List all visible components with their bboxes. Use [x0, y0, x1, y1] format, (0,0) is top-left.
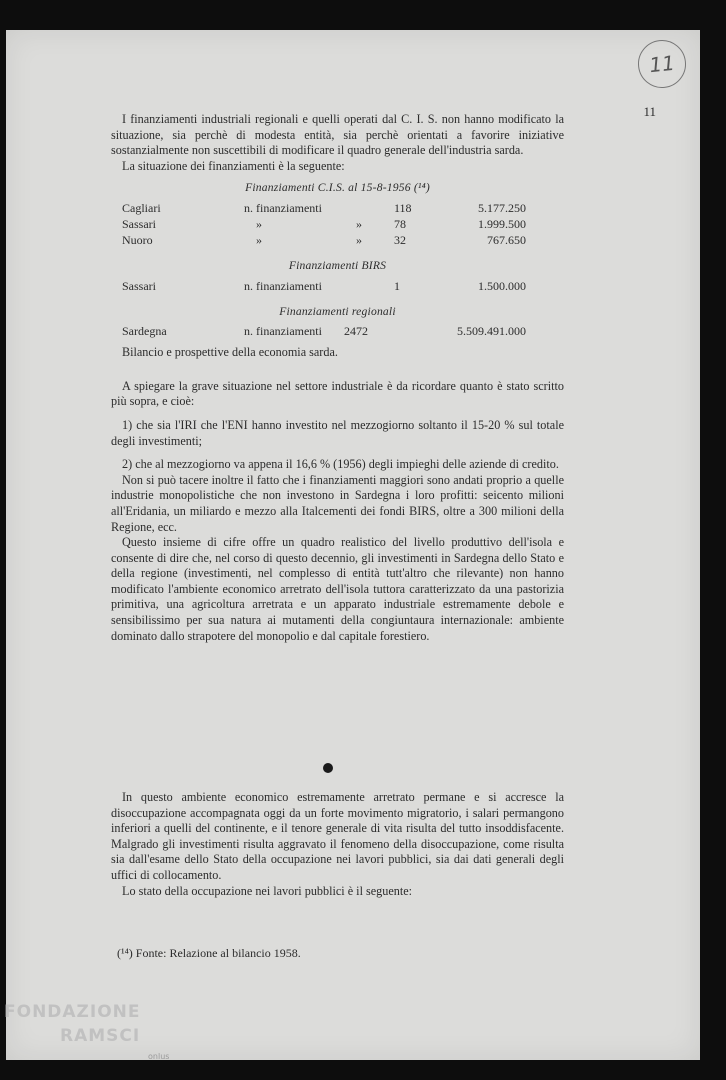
amount: 1.500.000 [478, 278, 526, 293]
place: Sassari [122, 216, 156, 231]
table-row [111, 200, 564, 216]
paragraph: Non si può tacere inoltre il fatto che i finanziamenti maggiori sono andati proprio a quelle industrie monopolistiche che non investono in Sardegna i loro profitti: seicento milioni all'Eridania, un miliardo e mezzo alla Italcementi dei fondi BIRS, oltre a 300 milioni della Regione, ecc. [111, 472, 564, 534]
spacer [344, 278, 394, 294]
table-row [111, 216, 564, 232]
body-text-bottom [111, 790, 564, 899]
sub [344, 200, 394, 216]
table-row [111, 323, 564, 339]
page-number: 11 [643, 104, 656, 119]
section-separator-dot [323, 763, 333, 773]
place: Sardegna [122, 324, 167, 339]
table-row [111, 232, 564, 248]
count: 118 [394, 200, 412, 215]
amount: 5.177.250 [478, 200, 526, 215]
watermark-logo-line3: onlus [148, 1052, 170, 1061]
label: » [256, 216, 262, 231]
table-title-cis: Finanziamenti C.I.S. al 15-8-1956 (¹⁴) [245, 181, 430, 195]
source-line: Bilancio e prospettive della economia sarda. [122, 345, 338, 360]
paragraph: In questo ambiente economico estremamente arretrato permane e si accresce la disoccupazione accompagnata oggi da un forte movimento migratorio, i salari permangono inferiori a quelli del continente, e il tenore generale di vita risulta del tutto insoddisfacente. Malgrado gli investimenti risulta aggravato il fenomeno della disoccupazione, come risulta sia dall'esame dello Stato della occupazione nei lavori pubblici, sia dai dati generali degli uffici di collocamento. [111, 790, 564, 882]
count: 32 [394, 232, 406, 247]
archive-stamp [636, 38, 689, 91]
amount: 5.509.491.000 [457, 324, 526, 339]
watermark-logo: FONDAZIONE [4, 1002, 141, 1022]
amount: 1.999.500 [478, 216, 526, 231]
paragraph: La situazione dei finanziamenti è la seguente: [122, 158, 345, 173]
count: 2472 [344, 324, 368, 339]
label: » [256, 232, 262, 247]
place: Nuoro [122, 232, 153, 247]
count: 78 [394, 216, 406, 231]
count: 1 [394, 278, 400, 293]
watermark-logo-line2: RAMSCI [60, 1026, 141, 1046]
amount: 767.650 [487, 232, 526, 247]
place: Sassari [122, 278, 156, 293]
paragraph: I finanziamenti industriali regionali e quelli operati dal C. I. S. non hanno modificato la situazione, sia perchè di modesta entità, sia perchè orientati a favorire iniziative sostanzialmente non suscettibili di modificare il quadro generale dell'industria sarda. [111, 112, 564, 158]
label: n. finanziamenti [244, 278, 322, 293]
footnote: (¹⁴) Fonte: Relazione al bilancio 1958. [117, 946, 301, 960]
paragraph: Lo stato della occupazione nei lavori pubblici è il seguente: [122, 883, 413, 898]
paragraph: Questo insieme di cifre offre un quadro realistico del livello produttivo dell'isola e consente di dire che, nel corso di questo decennio, gli investimenti in Sardegna dello Stato e della regione (investimenti, nel complesso di entità tutt'altro che rilevante) non hanno modificato l'ambiente economico arretrato dell'isola tuttora caratterizzato da una pastorizia primitiva, una agricoltura arretrata e un apparato industriale estremamente debole e sensibilissimo per sua natura ai mutamenti della congiuntaura internazionale: ambiente dominato dallo strapotere del monopolio e dal capitale forestiero. [111, 535, 564, 643]
place: Cagliari [122, 200, 161, 215]
sub: » [356, 232, 362, 247]
paragraph: A spiegare la grave situazione nel settore industriale è da ricordare quanto è stato scritto più sopra, e cioè: [111, 378, 564, 409]
label: n. finanziamenti [244, 200, 322, 215]
table-title-birs: Finanziamenti BIRS [288, 258, 387, 272]
stamp-text: 11 [648, 50, 676, 78]
body-text [111, 112, 564, 644]
spacer [384, 323, 394, 339]
sub: » [356, 216, 362, 231]
list-item: 2) che al mezzogiorno va appena il 16,6 % (1956) degli impieghi delle aziende di credito. [122, 457, 559, 472]
table-title-reg: Finanziamenti regionali [279, 304, 396, 318]
label: n. finanziamenti [244, 324, 322, 339]
list-item: 1) che sia l'IRI che l'ENI hanno investito nel mezzogiorno soltanto il 15-20 % sul totale degli investimenti; [111, 417, 564, 448]
table-row [111, 278, 564, 294]
